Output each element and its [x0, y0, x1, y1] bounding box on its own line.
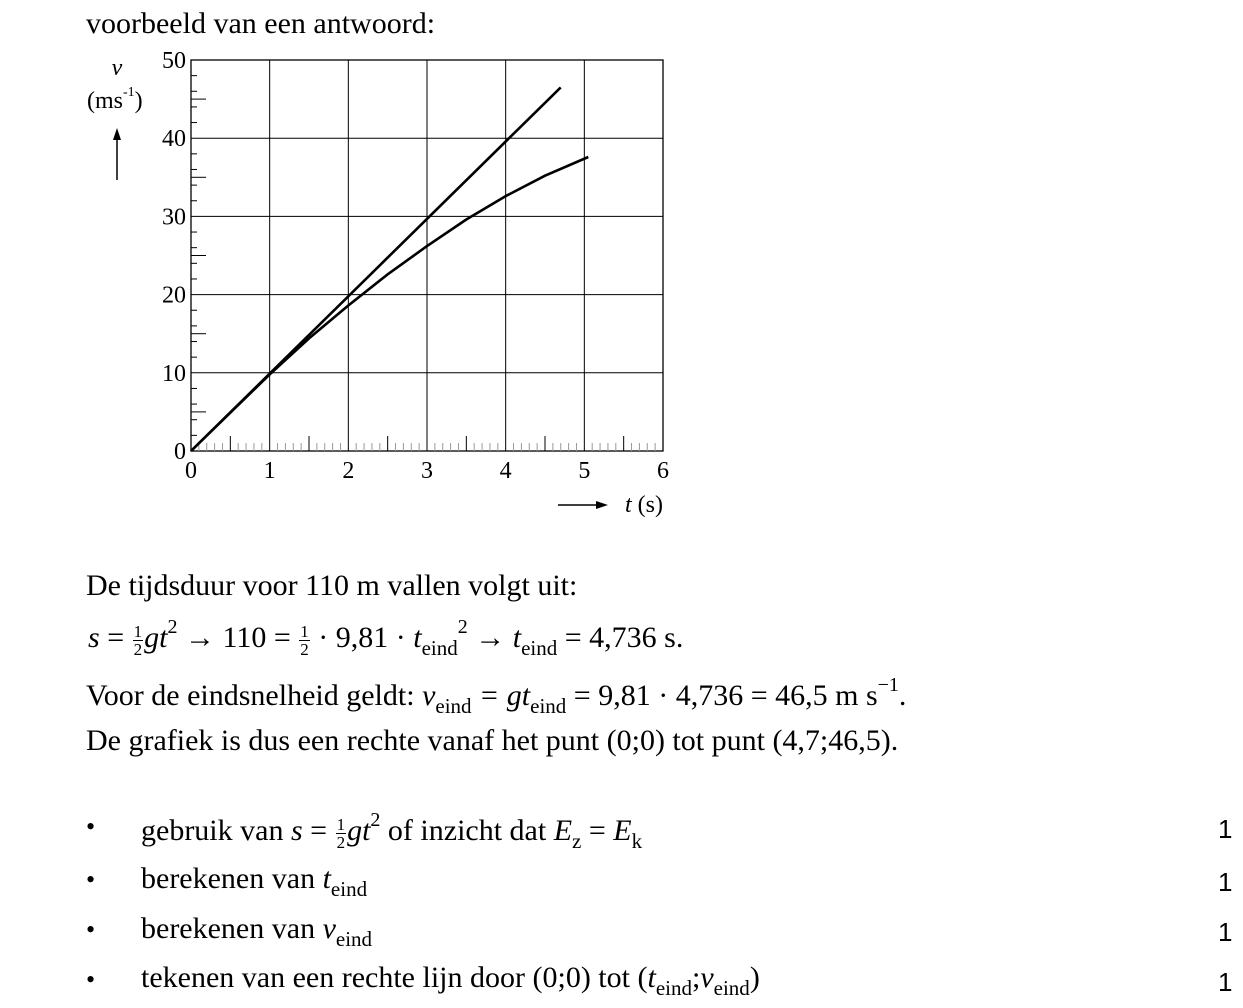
v-symbol: v: [422, 679, 436, 712]
y-tick-label: 10: [162, 360, 186, 387]
item3-text: berekenen van: [141, 912, 323, 945]
arrow: →: [467, 621, 513, 654]
bullet: •: [86, 865, 96, 894]
y-tick-label: 0: [174, 439, 186, 465]
equals: =: [266, 621, 299, 654]
bullet: •: [86, 915, 96, 944]
item4-prefix: tekenen van een rechte lijn door (0;0) tot: [141, 961, 638, 994]
square: 2: [167, 616, 178, 638]
t-result: = 4,736 s.: [557, 621, 684, 654]
square: 2: [370, 809, 381, 831]
chart-series: [191, 87, 588, 451]
y-tick-label: 50: [162, 48, 186, 74]
x-tick-label: 3: [421, 458, 433, 484]
y-tick-label: 30: [162, 204, 186, 231]
rubric-item-3: [141, 914, 372, 950]
final-speed-calc: = 9,81 · 4,736 = 46,5 m s: [566, 679, 878, 712]
semicolon: ;: [691, 961, 701, 994]
minus-one-exp: −1: [877, 674, 899, 696]
gt-symbol: = gt: [471, 679, 531, 712]
t-symbol: t: [512, 621, 522, 654]
equals: =: [302, 814, 335, 847]
rubric-score-2: 1: [1218, 867, 1233, 897]
open-paren: (: [637, 961, 648, 994]
formula-gt: gt: [144, 621, 168, 654]
final-speed-prefix: Voor de eindsnelheid geldt:: [86, 679, 423, 712]
arrow: →: [177, 621, 223, 654]
chart-grid: [191, 60, 663, 451]
E-symbol: E: [613, 814, 632, 847]
E-symbol: E: [553, 814, 573, 847]
y-axis-symbol: v: [111, 55, 123, 81]
eind-sub: eind: [713, 976, 750, 1000]
intro-text: voorbeeld van een antwoord:: [86, 7, 436, 40]
chart-tick-labels: [162, 48, 669, 484]
eind-sub: eind: [335, 927, 373, 951]
x-tick-label: 2: [342, 458, 355, 484]
formula-s: s: [290, 814, 303, 847]
equals: =: [581, 814, 614, 847]
formula-s: s: [88, 621, 100, 654]
rubric-item-4: [141, 963, 760, 999]
value-110: 110: [222, 621, 267, 654]
x-tick-label: 4: [499, 458, 512, 484]
final-speed-line: [86, 675, 906, 717]
x-axis-unit: (s): [637, 492, 663, 518]
eind-sub: eind: [521, 636, 558, 660]
y-axis-unit-exp: -1: [123, 85, 135, 100]
y-tick-label: 20: [162, 282, 186, 309]
x-tick-label: 0: [185, 458, 197, 484]
t-symbol: t: [322, 862, 331, 895]
k-sub: k: [631, 829, 643, 853]
x-axis-arrow: [558, 501, 608, 509]
v-symbol: v: [700, 961, 714, 994]
y-axis-arrow: [113, 128, 121, 180]
eind-sub: eind: [330, 877, 368, 901]
x-tick-label: 1: [263, 458, 276, 484]
fall-time-formula: [88, 617, 683, 659]
velocity-time-chart: [0, 0, 700, 530]
item2-text: berekenen van: [141, 862, 323, 895]
x-axis-symbol: t: [625, 492, 632, 518]
eind-sub: eind: [655, 976, 692, 1000]
y-tick-label: 40: [162, 126, 186, 153]
times-981: · 9,81 ·: [310, 621, 414, 654]
square: 2: [457, 616, 468, 638]
x-tick-label: 6: [657, 458, 669, 484]
x-axis-label: [625, 492, 663, 518]
y-axis-unit-close: ): [134, 88, 143, 114]
close-paren: ): [749, 961, 760, 994]
item1-prefix: gebruik van: [141, 814, 291, 847]
fraction-half: $\frac{1}{2}$: [336, 814, 346, 852]
formula-gt: gt: [347, 814, 371, 847]
rubric-score-3: 1: [1218, 917, 1233, 947]
duration-intro: De tijdsduur voor 110 m vallen volgt uit:: [86, 569, 578, 602]
rubric-score-4: 1: [1218, 967, 1233, 997]
fraction-half: $\frac{1}{2}$: [300, 621, 309, 659]
period: .: [898, 679, 907, 712]
series-curve: [191, 157, 588, 451]
bullet: •: [86, 965, 96, 994]
v-symbol: v: [322, 912, 336, 945]
rubric-item-1: [141, 810, 642, 852]
rubric-item-2: [141, 864, 367, 900]
graph-conclusion: De grafiek is dus een rechte vanaf het punt (0;0) tot punt (4,7;46,5).: [86, 724, 899, 757]
eind-sub: eind: [435, 694, 472, 718]
t-symbol: t: [413, 621, 422, 654]
x-tick-label: 5: [578, 458, 591, 484]
z-sub: z: [572, 829, 582, 853]
bullet: •: [86, 812, 96, 841]
y-axis-unit: [87, 85, 143, 114]
rubric-score-1: 1: [1218, 814, 1233, 844]
t-symbol: t: [647, 961, 656, 994]
equals: =: [99, 621, 132, 654]
fraction-half: $\frac{1}{2}$: [133, 621, 143, 659]
eind-sub: eind: [421, 636, 458, 660]
chart-minor-ticks: [191, 76, 655, 451]
item1-middle: of inzicht dat: [380, 814, 554, 847]
eind-sub: eind: [530, 694, 567, 718]
y-axis-unit-text: (ms: [87, 88, 123, 114]
